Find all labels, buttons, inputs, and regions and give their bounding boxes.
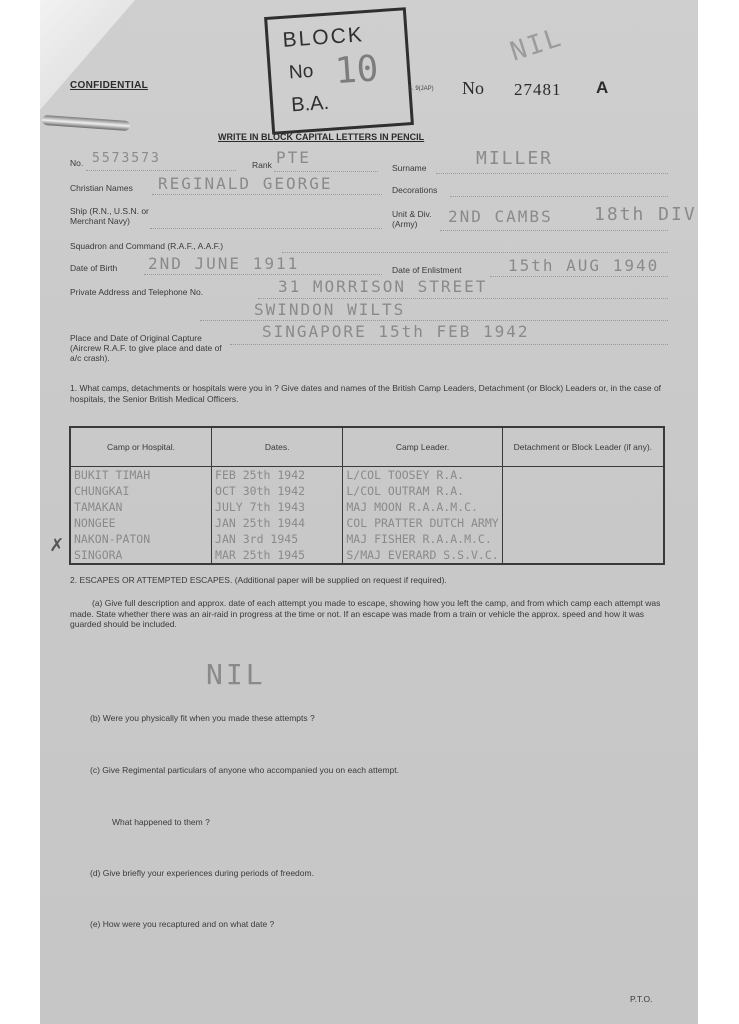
number-label: No — [462, 78, 484, 98]
table-row — [70, 547, 664, 564]
section2-question-d: (d) Give briefly your experiences during periods of freedom. — [90, 868, 314, 878]
address-label: Private Address and Telephone No. — [70, 287, 204, 297]
date-cell: FEB 25th 1942 — [212, 467, 343, 484]
section2-question-e: (e) How were you recaptured and on what date ? — [90, 919, 275, 929]
camp-cell: SINGORA — [70, 547, 212, 564]
surname-value: MILLER — [476, 148, 554, 169]
address-line1: 31 MORRISON STREET — [278, 277, 488, 296]
header-dates: Dates. — [212, 427, 343, 467]
enlistment-label: Date of Enlistment — [392, 265, 462, 275]
no-value: 5573573 — [92, 151, 161, 166]
camp-cell: CHUNGKAI — [70, 483, 212, 499]
detachment-cell — [502, 547, 664, 564]
detachment-cell — [502, 531, 664, 547]
leader-cell: MAJ FISHER R.A.A.M.C. — [343, 531, 502, 547]
camp-cell: NONGEE — [70, 515, 212, 531]
stamp-block: BLOCK — [281, 23, 365, 52]
section2-heading: 2. ESCAPES OR ATTEMPTED ESCAPES. (Additional paper will be supplied on request if required). — [70, 575, 447, 585]
stamp-ba: B.A. — [290, 91, 330, 117]
section2-question-c: (c) Give Regimental particulars of anyone who accompanied you on each attempt. — [90, 765, 399, 775]
camp-cell: NAKON-PATON — [70, 531, 212, 547]
form-number: 27481 — [514, 80, 562, 99]
header-camp-leader: Camp Leader. — [343, 427, 502, 467]
table-row — [70, 515, 664, 531]
dob-label: Date of Birth — [70, 263, 118, 273]
leader-cell: COL PRATTER DUTCH ARMY — [343, 515, 502, 531]
date-cell: OCT 30th 1942 — [212, 483, 343, 499]
leader-cell: MAJ MOON R.A.A.M.C. — [343, 499, 502, 515]
decorations-label: Decorations — [392, 185, 438, 195]
dob-value: 2ND JUNE 1911 — [148, 254, 300, 273]
camps-table — [69, 426, 665, 565]
surname-label: Surname — [392, 163, 427, 173]
section2-question-c-followup: What happened to them ? — [112, 817, 210, 827]
detachment-cell — [502, 499, 664, 515]
capture-label: Place and Date of Original Capture (Aircrew R.A.F. to give place and date of a/c crash). — [70, 333, 222, 363]
handwritten-nil-header: NIL — [506, 22, 567, 68]
header-detachment-leader: Detachment or Block Leader (if any). — [502, 427, 664, 467]
detachment-cell — [502, 467, 664, 484]
block-stamp — [264, 7, 414, 135]
address-line2: SWINDON WILTS — [254, 300, 406, 319]
table-row — [70, 467, 664, 484]
detachment-cell — [502, 483, 664, 499]
table-row — [70, 531, 664, 547]
leader-cell: L/COL TOOSEY R.A. — [343, 467, 502, 484]
christian-names-label: Christian Names — [70, 183, 133, 193]
section2-question-a: (a) Give full description and approx. date of each attempt you made to escape, showing how you left the camp, and from which camp each attempt was made. State whether there was an air-raid in progress at the time or not. If an escape was made from a train or vehicle the approx. speed and how it was guarded should be included. — [70, 598, 661, 629]
stamp-no: No — [288, 60, 314, 84]
unit-label: Unit & Div. (Army) — [392, 209, 432, 229]
stamp-handwritten-number: 10 — [333, 48, 380, 93]
section2-question-b: (b) Were you physically fit when you made these attempts ? — [90, 713, 315, 723]
detachment-cell — [502, 515, 664, 531]
cross-mark-icon: ✗ — [50, 532, 66, 557]
ship-label: Ship (R.N., U.S.N. or Merchant Navy) — [70, 206, 149, 226]
form-code: S. 9(JAP) — [408, 86, 434, 92]
date-cell: MAR 25th 1945 — [212, 547, 343, 564]
date-cell: JAN 3rd 1945 — [212, 531, 343, 547]
leader-cell: L/COL OUTRAM R.A. — [343, 483, 502, 499]
date-cell: JULY 7th 1943 — [212, 499, 343, 515]
table-row — [70, 483, 664, 499]
section1-question: 1. What camps, detachments or hospitals were you in ? Give dates and names of the British Camp Leaders, Detachment (or Block) Leaders or, in the case of hospitals, the Senior British Medical Officers. — [70, 383, 662, 404]
table-row — [70, 499, 664, 515]
confidential-heading: CONFIDENTIAL — [70, 80, 149, 91]
header-camp: Camp or Hospital. — [70, 427, 212, 467]
pto-label: P.T.O. — [630, 994, 653, 1004]
unit-value: 2ND CAMBS — [448, 207, 553, 226]
leader-cell: S/MAJ EVERARD S.S.V.C. — [343, 547, 502, 564]
squadron-label: Squadron and Command (R.A.F., A.A.F.) — [70, 241, 224, 251]
no-label: No. — [70, 158, 84, 168]
capture-value: SINGAPORE 15th FEB 1942 — [262, 322, 530, 341]
date-cell: JAN 25th 1944 — [212, 515, 343, 531]
enlistment-value: 15th AUG 1940 — [508, 256, 660, 275]
answer-a-value: NIL — [206, 658, 266, 691]
camp-cell: TAMAKAN — [70, 499, 212, 515]
form-suffix: A — [596, 78, 609, 97]
pencil-instruction: WRITE IN BLOCK CAPITAL LETTERS IN PENCIL — [218, 132, 425, 142]
christian-names-value: REGINALD GEORGE — [158, 174, 333, 193]
rank-label: Rank — [252, 160, 272, 170]
rank-value: PTE — [276, 148, 311, 167]
division-value: 18th DIV — [594, 204, 697, 225]
camp-cell: BUKIT TIMAH — [70, 467, 212, 484]
